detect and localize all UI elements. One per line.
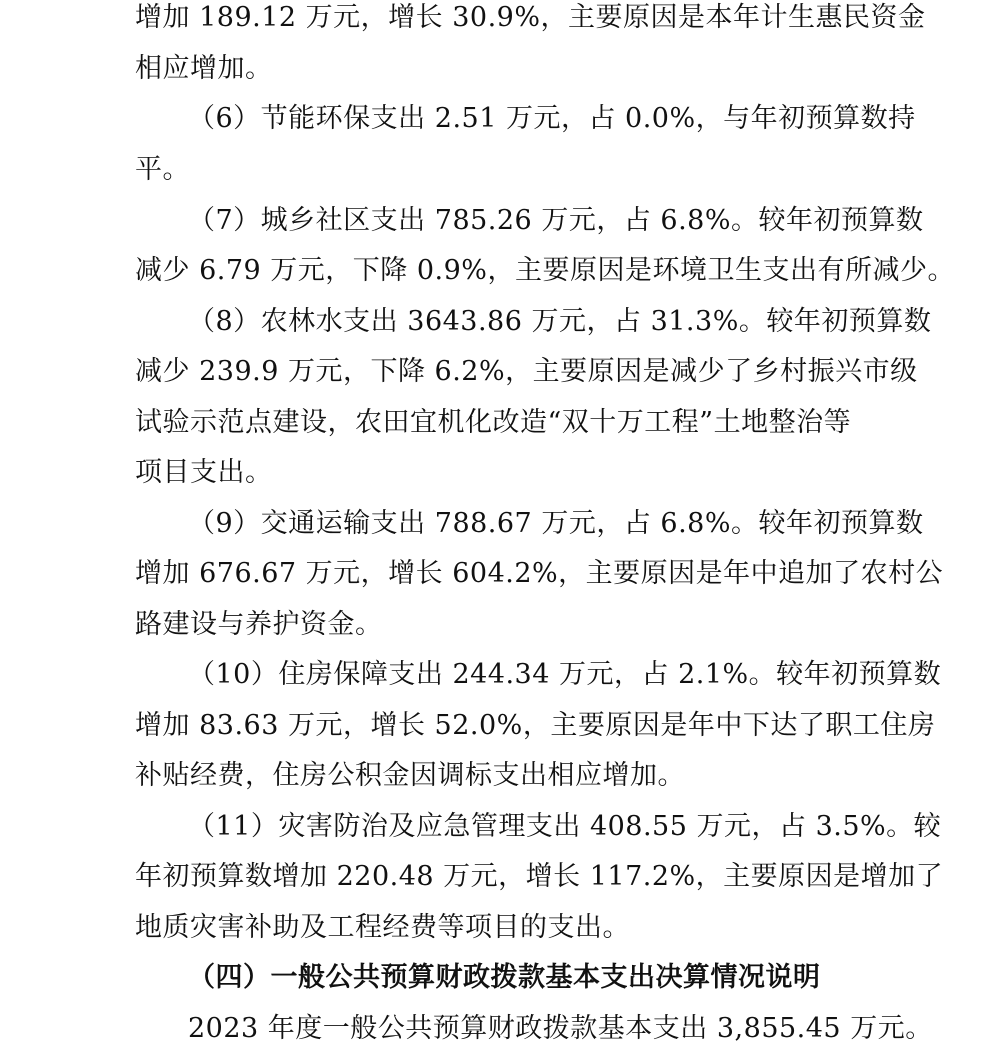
- text-line: 年初预算数增加 220.48 万元，增长 117.2%，主要原因是增加了: [135, 861, 944, 892]
- text-line: 相应增加。: [135, 53, 273, 84]
- text-line: （11）灾害防治及应急管理支出 408.55 万元，占 3.5%。较: [188, 811, 942, 842]
- text-line: （6）节能环保支出 2.51 万元，占 0.0%，与年初预算数持: [188, 103, 916, 134]
- text-line: （9）交通运输支出 788.67 万元，占 6.8%。较年初预算数: [188, 508, 924, 539]
- text-line: 增加 189.12 万元，增长 30.9%，主要原因是本年计生惠民资金: [135, 2, 926, 33]
- text-line: 减少 239.9 万元，下降 6.2%，主要原因是减少了乡村振兴市级: [135, 356, 918, 387]
- text-line: 减少 6.79 万元，下降 0.9%，主要原因是环境卫生支出有所减少。: [135, 255, 955, 286]
- text-line: 平。: [135, 154, 190, 185]
- text-line: 路建设与养护资金。: [135, 609, 383, 640]
- text-line: 增加 676.67 万元，增长 604.2%，主要原因是年中追加了农村公: [135, 558, 944, 589]
- text-line: （7）城乡社区支出 785.26 万元，占 6.8%。较年初预算数: [188, 205, 924, 236]
- text-line: （10）住房保障支出 244.34 万元，占 2.1%。较年初预算数: [188, 659, 942, 690]
- text-line: （8）农林水支出 3643.86 万元，占 31.3%。较年初预算数: [188, 306, 932, 337]
- text-line: 试验示范点建设，农田宜机化改造“双十万工程”土地整治等: [135, 407, 852, 438]
- text-line: 增加 83.63 万元，增长 52.0%，主要原因是年中下达了职工住房: [135, 710, 936, 741]
- text-line: 补贴经费，住房公积金因调标支出相应增加。: [135, 760, 685, 791]
- text-line: 地质灾害补助及工程经费等项目的支出。: [135, 912, 630, 943]
- section-heading: （四）一般公共预算财政拨款基本支出决算情况说明: [188, 962, 821, 993]
- text-line: 项目支出。: [135, 457, 273, 488]
- text-line: 2023 年度一般公共预算财政拨款基本支出 3,855.45 万元。: [188, 1013, 933, 1044]
